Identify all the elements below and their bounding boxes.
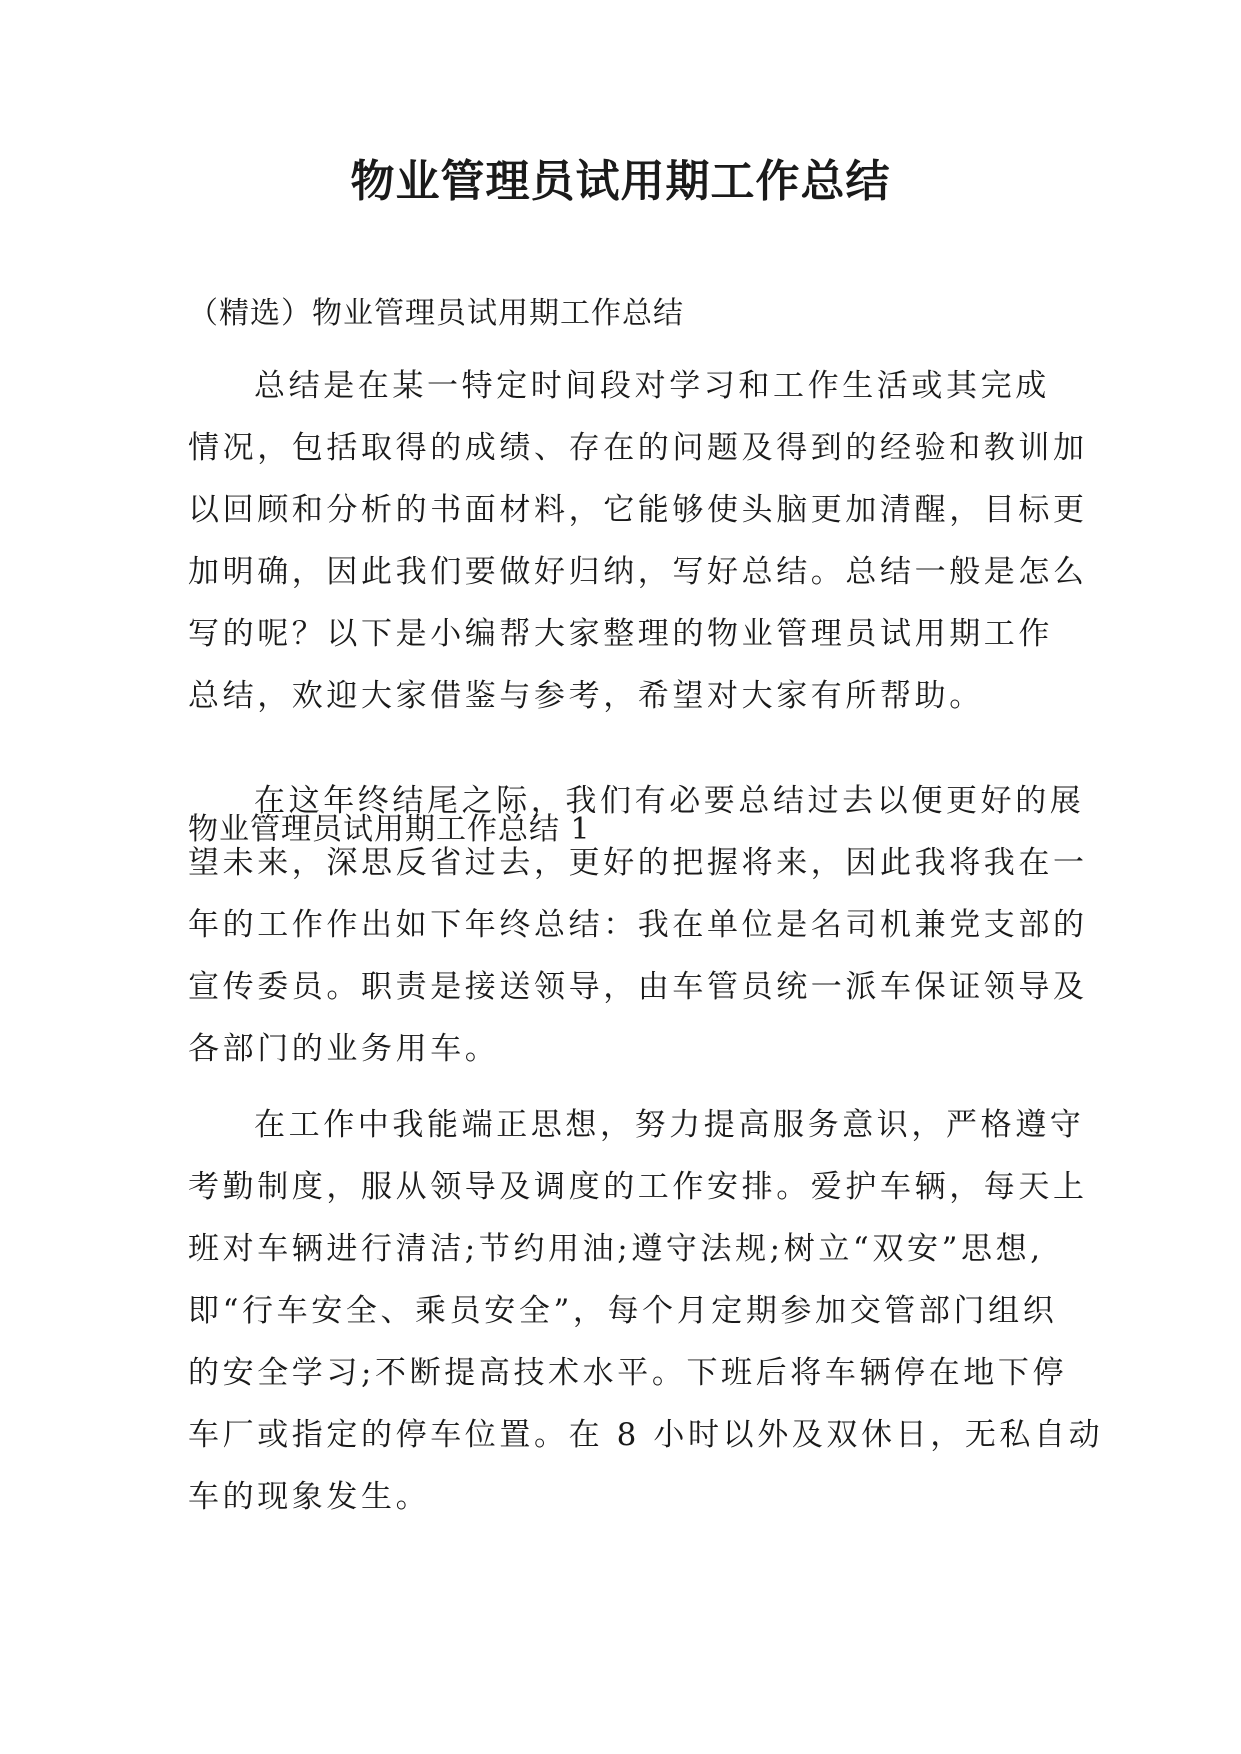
paragraph-line: 以回顾和分析的书面材料，它能够使头脑更加清醒，目标更 [188,492,1088,528]
paragraph-line: 即“行车安全、乘员安全”，每个月定期参加交管部门组织 [188,1293,1058,1329]
paragraph-line: 宣传委员。职责是接送领导，由车管员统一派车保证领导及 [188,969,1088,1005]
paragraph-line: 在工作中我能端正思想，努力提高服务意识，严格遵守 [254,1107,1085,1143]
paragraph-line: 年的工作作出如下年终总结：我在单位是名司机兼党支部的 [188,907,1088,943]
paragraph-line: 加明确，因此我们要做好归纳，写好总结。总结一般是怎么 [188,554,1088,590]
paragraph-line: 总结是在某一特定时间段对学习和工作生活或其完成 [254,368,1050,404]
section1-paragraph-2 [188,1094,1104,1528]
paragraph-line: 班对车辆进行清洁;节约用油;遵守法规;树立“双安”思想, [188,1231,1044,1267]
paragraph-line: 写的呢？以下是小编帮大家整理的物业管理员试用期工作 [188,616,1053,652]
document-subtitle: （精选）物业管理员试用期工作总结 [188,296,684,331]
paragraph-line: 总结，欢迎大家借鉴与参考，希望对大家有所帮助。 [188,678,984,714]
paragraph-line: 车厂或指定的停车位置。在 8 小时以外及双休日，无私自动 [188,1417,1104,1453]
intro-paragraph [188,355,1088,727]
section1-paragraph-1 [188,770,1088,1080]
section-heading: 物业管理员试用期工作总结 1 [188,812,591,847]
paragraph-line: 车的现象发生。 [188,1479,431,1515]
document-title: 物业管理员试用期工作总结 [350,156,891,207]
paragraph-line: 考勤制度，服从领导及调度的工作安排。爱护车辆，每天上 [188,1169,1088,1205]
paragraph-line: 在这年终结尾之际，我们有必要总结过去以便更好的展 [254,783,1085,819]
paragraph-line: 望未来，深思反省过去，更好的把握将来，因此我将我在一 [188,845,1088,881]
paragraph-line: 情况，包括取得的成绩、存在的问题及得到的经验和教训加 [188,430,1088,466]
paragraph-line: 各部门的业务用车。 [188,1031,500,1067]
paragraph-line: 的安全学习;不断提高技术水平。下班后将车辆停在地下停 [188,1355,1068,1391]
